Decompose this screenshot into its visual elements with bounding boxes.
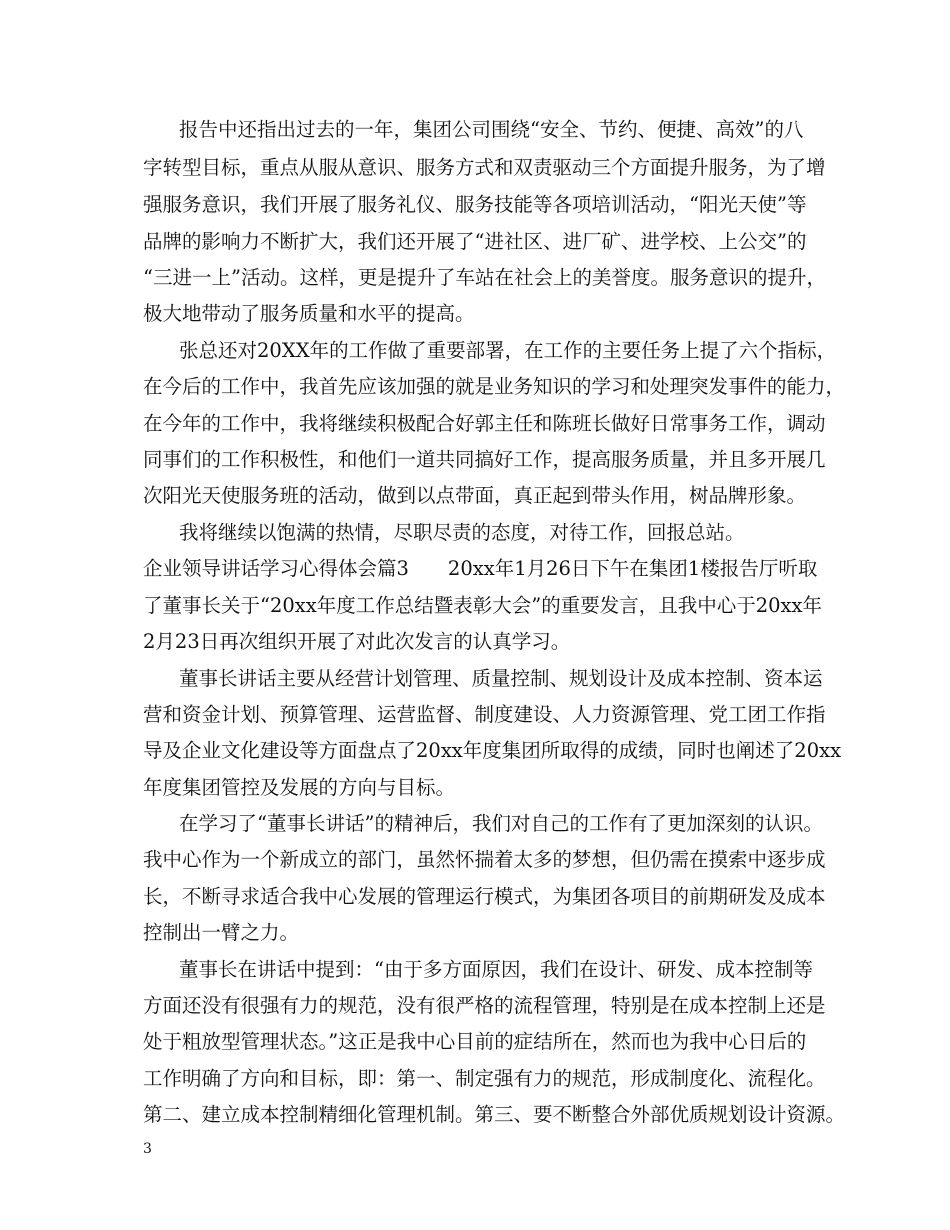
page-number: 3 — [143, 1141, 152, 1157]
text-line: 董事长讲话主要从经营计划管理、质量控制、规划设计及成本控制、资本运 — [179, 667, 823, 690]
text-line: 次阳光天使服务班的活动，做到以点带面，真正起到带头作用，树品牌形象。 — [143, 484, 807, 507]
text-line: “三进一上”活动。这样，更是提升了车站在社会上的美誉度。服务意识的提升， — [143, 266, 826, 289]
text-line: 极大地带动了服务质量和水平的提高。 — [143, 302, 475, 325]
text-line: 在学习了“董事长讲话”的精神后，我们对自己的工作有了更加深刻的认识。 — [179, 812, 823, 835]
text-line: 企业领导讲话学习心得体会篇3 20xx年1月26日下午在集团1楼报告厅听取 — [143, 557, 818, 580]
text-line: 营和资金计划、预算管理、运营监督、制度建设、人力资源管理、党工团工作指 — [143, 703, 826, 726]
text-line: 同事们的工作积极性，和他们一道共同搞好工作，提高服务质量，并且多开展几 — [143, 448, 826, 471]
text-line: 长，不断寻求适合我中心发展的管理运行模式，为集团各项目的前期研发及成本 — [143, 885, 826, 908]
text-line: 导及企业文化建设等方面盘点了20xx年度集团所取得的成绩，同时也阐述了20xx — [143, 739, 842, 762]
text-line: 处于粗放型管理状态。”这正是我中心目前的症结所在，然而也为我中心日后的 — [143, 1030, 807, 1053]
text-line: 我中心作为一个新成立的部门，虽然怀揣着太多的梦想，但仍需在摸索中逐步成 — [143, 848, 826, 871]
text-line: 字转型目标，重点从服从意识、服务方式和双责驱动三个方面提升服务，为了增 — [143, 156, 826, 179]
text-line: 控制出一臂之力。 — [143, 921, 300, 944]
text-line: 第二、建立成本控制精细化管理机制。第三、要不断整合外部优质规划设计资源。 — [143, 1103, 846, 1126]
text-line: 工作明确了方向和目标，即：第一、制定强有力的规范，形成制度化、流程化。 — [143, 1067, 826, 1090]
text-line: 了董事长关于“20xx年度工作总结暨表彰大会”的重要发言，且我中心于20xx年 — [143, 594, 823, 617]
text-line: 年度集团管控及发展的方向与目标。 — [143, 776, 456, 799]
text-line: 在今后的工作中，我首先应该加强的就是业务知识的学习和处理突发事件的能力， — [143, 375, 846, 398]
text-line: 2月23日再次组织开展了对此次发言的认真学习。 — [143, 630, 571, 653]
text-line: 张总还对20XX年的工作做了重要部署，在工作的主要任务上提了六个指标， — [179, 339, 837, 362]
text-line: 方面还没有很强有力的规范，没有很严格的流程管理，特别是在成本控制上还是 — [143, 994, 826, 1017]
text-line: 在今年的工作中，我将继续积极配合好郭主任和陈班长做好日常事务工作，调动 — [143, 412, 826, 435]
text-line: 董事长在讲话中提到：“由于多方面原因，我们在设计、研发、成本控制等 — [179, 958, 813, 981]
text-line: 我将继续以饱满的热情，尽职尽责的态度，对待工作，回报总站。 — [179, 521, 745, 544]
text-line: 报告中还指出过去的一年，集团公司围绕“安全、节约、便捷、高效”的八 — [179, 118, 804, 141]
text-line: 品牌的影响力不断扩大，我们还开展了“进社区、进厂矿、进学校、上公交”的 — [143, 230, 807, 253]
text-line: 强服务意识，我们开展了服务礼仪、服务技能等各项培训活动，“阳光天使”等 — [143, 193, 807, 216]
